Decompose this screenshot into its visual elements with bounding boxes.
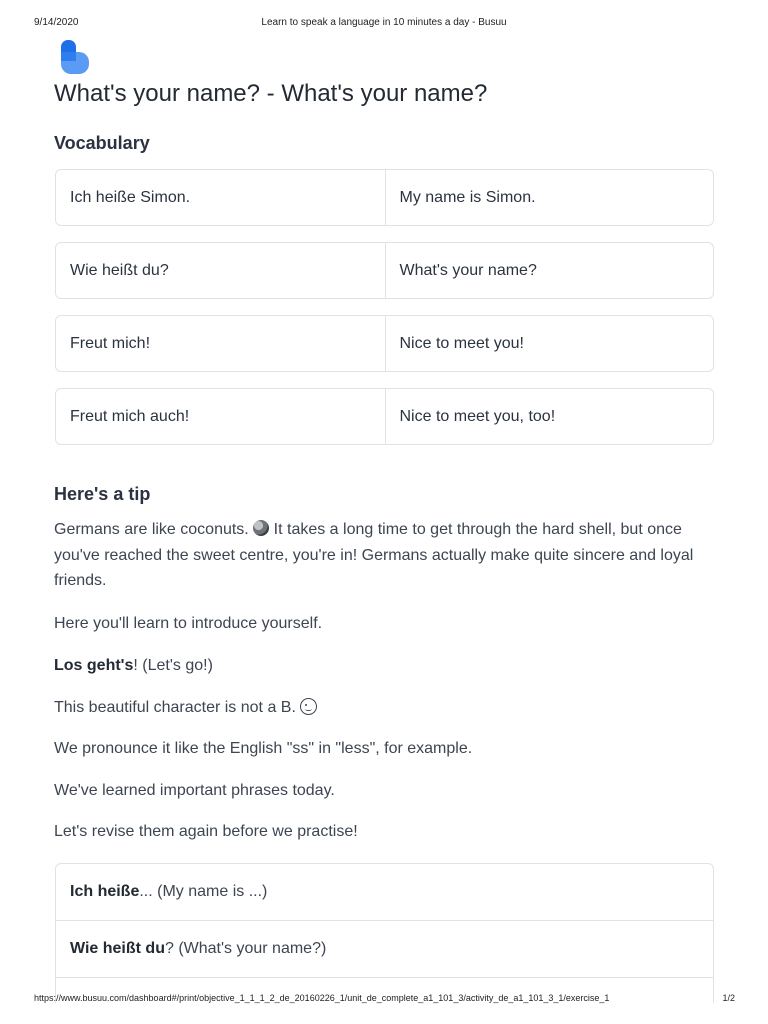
print-header — [0, 17, 768, 31]
tip-paragraph — [54, 517, 719, 594]
review-bold: Ich heiße — [70, 883, 140, 900]
busuu-logo-icon — [59, 40, 91, 76]
tip-paragraph — [54, 695, 719, 721]
vocab-english: What's your name? — [385, 243, 714, 298]
print-title: Learn to speak a language in 10 minutes a day - Busuu — [261, 17, 507, 28]
tip-bold: Los geht's — [54, 657, 134, 674]
tip-paragraph: We've learned important phrases today. — [54, 782, 335, 799]
coconut-icon — [253, 520, 269, 536]
review-item — [56, 921, 713, 978]
page-title: What's your name? - What's your name? — [54, 80, 488, 107]
vocab-card — [55, 388, 714, 445]
review-list — [55, 863, 714, 1003]
vocabulary-heading: Vocabulary — [54, 133, 150, 153]
vocab-german: Ich heiße Simon. — [70, 188, 191, 206]
tip-heading: Here's a tip — [54, 484, 151, 504]
vocab-german: Freut mich auch! — [70, 407, 190, 425]
vocab-german: Wie heißt du? — [70, 261, 169, 279]
vocab-german: Freut mich! — [70, 334, 151, 352]
tip-text: This beautiful character is not a B. — [54, 699, 296, 716]
vocab-card — [55, 315, 714, 372]
footer-url: https://www.busuu.com/dashboard#/print/objective_1_1_1_2_de_20160226_1/unit_de_complete_a1_101_3/activity_de_a1_101_3_1/exercise_1 — [34, 993, 610, 1003]
vocab-english: Nice to meet you, too! — [385, 389, 714, 444]
tip-text: ! (Let's go!) — [133, 657, 213, 674]
vocab-english: My name is Simon. — [385, 170, 714, 225]
tip-paragraph: Here you'll learn to introduce yourself. — [54, 615, 323, 632]
print-footer — [0, 993, 768, 1005]
vocab-english: Nice to meet you! — [385, 316, 714, 371]
review-item — [56, 864, 713, 921]
review-bold: Wie heißt du — [70, 940, 165, 957]
wink-icon — [300, 698, 317, 715]
tip-paragraph: Let's revise them again before we practise! — [54, 823, 358, 840]
footer-page-number: 1/2 — [722, 993, 735, 1003]
review-text: ? (What's your name?) — [164, 940, 327, 957]
review-text: ... (My name is ...) — [139, 883, 268, 900]
tip-text: It takes a long time to get through the hard shell, but once you've reached the sweet centre, you're in! Germans actually make quite sincere and loyal friends. — [54, 521, 694, 589]
tip-paragraph — [54, 653, 719, 679]
vocab-card — [55, 242, 714, 299]
print-date: 9/14/2020 — [34, 17, 79, 28]
tip-text: Germans are like coconuts. — [54, 521, 249, 538]
tip-paragraph: We pronounce it like the English "ss" in "less", for example. — [54, 740, 473, 757]
vocab-card — [55, 169, 714, 226]
